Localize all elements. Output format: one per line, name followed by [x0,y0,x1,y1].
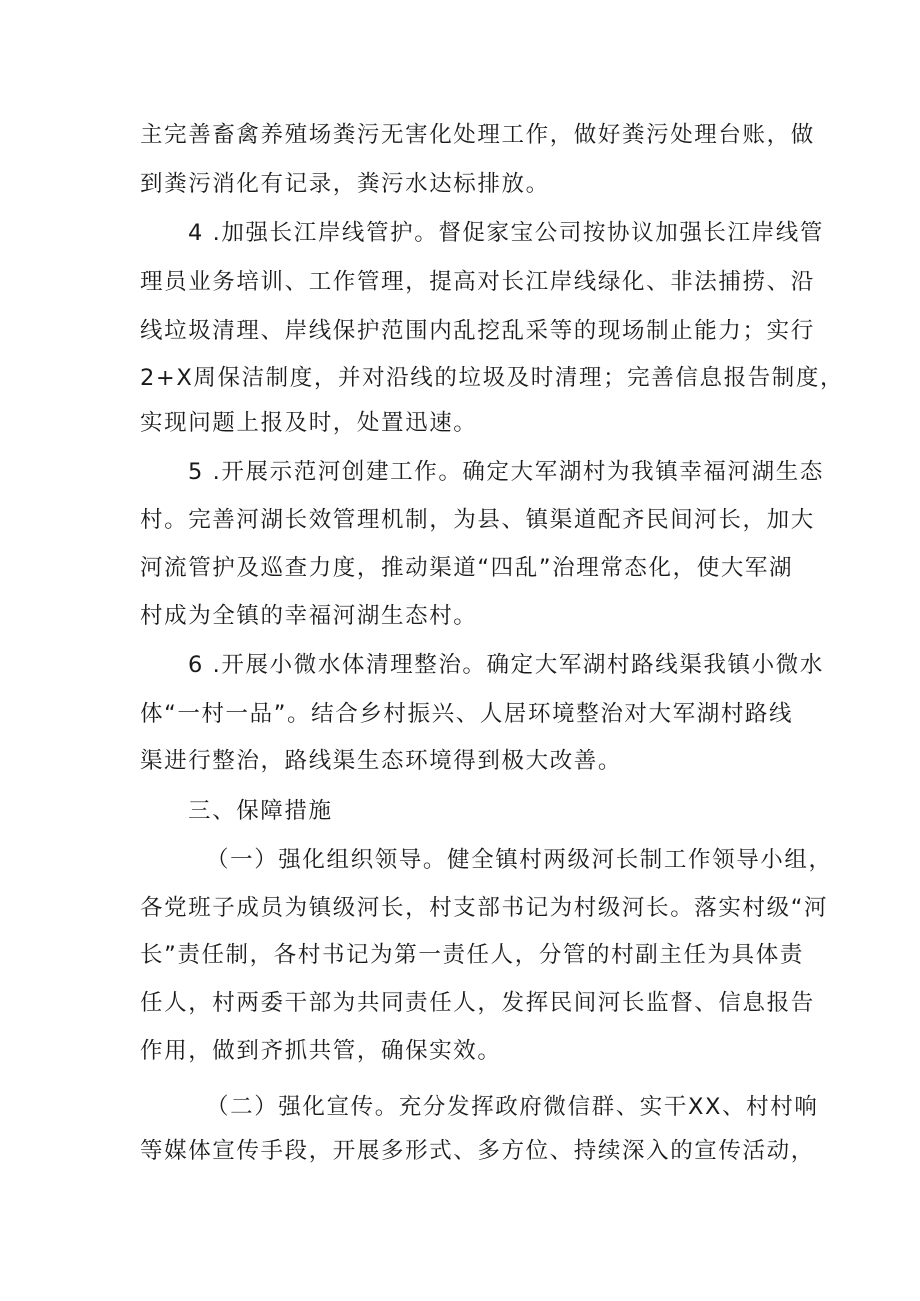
text-line-5: 线垃圾清理、岸线保护范围内乱挖乱采等的现场制止能力；实行 [140,318,815,344]
text-line-13: 体“一村一品”。结合乡村振兴、人居环境整治对大军湖村路线 [140,701,794,727]
measure-1-heading-line: （一）强化组织领导。健全镇村两级河长制工作领导小组， [206,847,833,873]
text-line-19: 任人，村两委干部为共同责任人，发挥民间河长监督、信息报告 [140,990,815,1016]
item-5-heading-line: 5 .开展示范河创建工作。确定大军湖村为我镇幸福河湖生态 [188,459,824,485]
text-line-1: 主完善畜禽养殖场粪污无害化处理工作，做好粪污处理台账，做 [140,122,815,148]
text-line-22: 等媒体宣传手段，开展多形式、多方位、持续深入的宣传活动， [140,1138,815,1164]
measure-2-heading-line: （二）强化宣传。充分发挥政府微信群、实干XX、村村响 [206,1094,819,1120]
text-line-14: 渠进行整治，路线渠生态环境得到极大改善。 [140,748,623,774]
text-line-18: 长”责任制，各村书记为第一责任人，分管的村副主任为具体责 [140,942,804,968]
text-line-10: 河流管护及巡查力度，推动渠道“四乱”治理常态化，使大军湖 [140,555,794,581]
text-line-7: 实现问题上报及时，处置迅速。 [140,410,478,436]
item-6-heading-line: 6 .开展小微水体清理整治。确定大军湖村路线渠我镇小微水 [188,652,824,678]
text-line-17: 各党班子成员为镇级河长，村支部书记为村级河长。落实村级“河 [140,895,829,921]
item-4-heading-line: 4 .加强长江岸线管护。督促家宝公司按协议加强长江岸线管 [188,220,824,246]
text-line-6: 2+X周保洁制度，并对沿线的垃圾及时清理；完善信息报告制度， [140,365,845,391]
text-line-11: 村成为全镇的幸福河湖生态村。 [140,603,478,629]
text-line-2: 到粪污消化有记录，粪污水达标排放。 [140,171,550,197]
section-3-heading: 三、保障措施 [188,798,333,824]
text-line-9: 村。完善河湖长效管理机制，为县、镇渠道配齐民间河长，加大 [140,507,815,533]
text-line-20: 作用，做到齐抓共管，确保实效。 [140,1038,502,1064]
text-line-4: 理员业务培训、工作管理，提高对长江岸线绿化、非法捕捞、沿 [140,269,815,295]
